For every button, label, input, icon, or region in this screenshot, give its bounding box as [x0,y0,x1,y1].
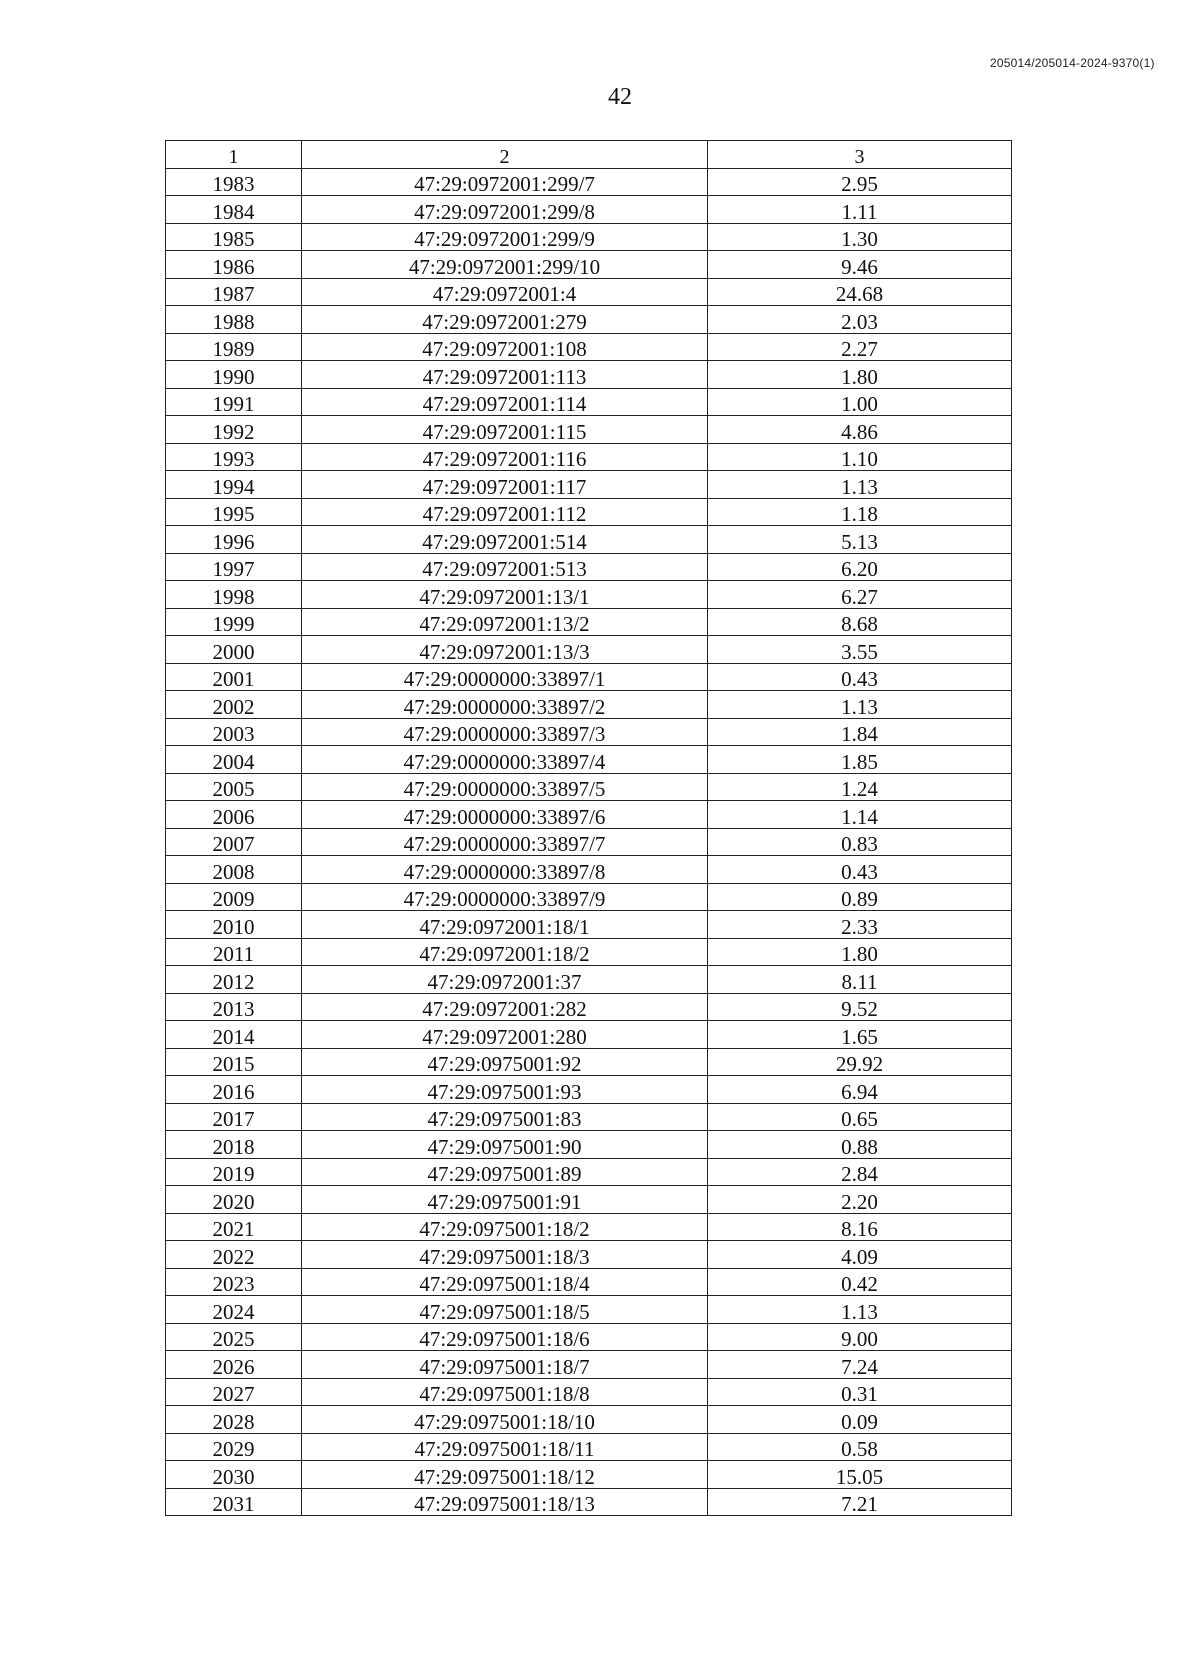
cadastral-number-cell: 47:29:0972001:13/3 [302,636,708,664]
cadastral-number-cell: 47:29:0972001:299/8 [302,196,708,224]
cadastral-number-cell: 47:29:0975001:18/2 [302,1213,708,1241]
value-cell: 4.09 [708,1241,1012,1269]
row-number-cell: 1988 [166,306,302,334]
value-cell: 6.94 [708,1076,1012,1104]
row-number-cell: 2011 [166,938,302,966]
table-row [166,443,1012,471]
value-cell: 1.84 [708,718,1012,746]
cadastral-number-cell: 47:29:0975001:18/6 [302,1323,708,1351]
value-cell: 1.10 [708,443,1012,471]
cadastral-number-cell: 47:29:0975001:18/3 [302,1241,708,1269]
row-number-cell: 2003 [166,718,302,746]
value-cell: 0.42 [708,1268,1012,1296]
column-header: 3 [708,141,1012,169]
table-row [166,608,1012,636]
value-cell: 1.30 [708,223,1012,251]
table-row [166,663,1012,691]
row-number-cell: 1993 [166,443,302,471]
cadastral-number-cell: 47:29:0975001:18/12 [302,1461,708,1489]
value-cell: 0.83 [708,828,1012,856]
page-number: 42 [608,84,632,110]
table-row [166,718,1012,746]
table-row [166,1076,1012,1104]
row-number-cell: 2018 [166,1131,302,1159]
row-number-cell: 2004 [166,746,302,774]
table-row [166,1186,1012,1214]
cadastral-number-cell: 47:29:0972001:4 [302,278,708,306]
table-row [166,1433,1012,1461]
table-row [166,1213,1012,1241]
table-row [166,581,1012,609]
table-row [166,1021,1012,1049]
row-number-cell: 2012 [166,966,302,994]
table-row [166,1296,1012,1324]
cadastral-number-cell: 47:29:0972001:280 [302,1021,708,1049]
row-number-cell: 2010 [166,911,302,939]
row-number-cell: 1996 [166,526,302,554]
row-number-cell: 1990 [166,361,302,389]
table-row [166,251,1012,279]
value-cell: 1.13 [708,1296,1012,1324]
table-row [166,1158,1012,1186]
table-row [166,526,1012,554]
table-body [166,168,1012,1516]
value-cell: 8.11 [708,966,1012,994]
value-cell: 0.58 [708,1433,1012,1461]
table-row [166,388,1012,416]
cadastral-number-cell: 47:29:0975001:18/10 [302,1406,708,1434]
cadastral-number-cell: 47:29:0975001:18/5 [302,1296,708,1324]
row-number-cell: 2007 [166,828,302,856]
row-number-cell: 1984 [166,196,302,224]
cadastral-number-cell: 47:29:0972001:299/9 [302,223,708,251]
table-row [166,306,1012,334]
row-number-cell: 1994 [166,471,302,499]
table-row [166,938,1012,966]
table-row [166,993,1012,1021]
row-number-cell: 2021 [166,1213,302,1241]
value-cell: 9.46 [708,251,1012,279]
cadastral-number-cell: 47:29:0000000:33897/2 [302,691,708,719]
cadastral-number-cell: 47:29:0972001:279 [302,306,708,334]
cadastral-number-cell: 47:29:0975001:89 [302,1158,708,1186]
row-number-cell: 2031 [166,1488,302,1516]
table-row [166,966,1012,994]
value-cell: 8.16 [708,1213,1012,1241]
cadastral-number-cell: 47:29:0972001:116 [302,443,708,471]
cadastral-number-cell: 47:29:0972001:299/10 [302,251,708,279]
value-cell: 8.68 [708,608,1012,636]
table-row [166,1461,1012,1489]
cadastral-number-cell: 47:29:0972001:282 [302,993,708,1021]
value-cell: 1.85 [708,746,1012,774]
value-cell: 6.27 [708,581,1012,609]
table-row [166,773,1012,801]
row-number-cell: 2014 [166,1021,302,1049]
row-number-cell: 2015 [166,1048,302,1076]
cadastral-number-cell: 47:29:0972001:112 [302,498,708,526]
cadastral-number-cell: 47:29:0972001:108 [302,333,708,361]
row-number-cell: 1998 [166,581,302,609]
cadastral-number-cell: 47:29:0975001:91 [302,1186,708,1214]
row-number-cell: 1989 [166,333,302,361]
table-row [166,196,1012,224]
table-row [166,691,1012,719]
value-cell: 6.20 [708,553,1012,581]
row-number-cell: 2001 [166,663,302,691]
row-number-cell: 2013 [166,993,302,1021]
table-row [166,223,1012,251]
document-id: 205014/205014-2024-9370(1) [990,56,1155,70]
cadastral-number-cell: 47:29:0972001:513 [302,553,708,581]
value-cell: 2.27 [708,333,1012,361]
table-row [166,168,1012,196]
row-number-cell: 2027 [166,1378,302,1406]
table-row [166,911,1012,939]
row-number-cell: 2023 [166,1268,302,1296]
column-header: 1 [166,141,302,169]
table-row [166,828,1012,856]
table-row [166,471,1012,499]
cadastral-number-cell: 47:29:0975001:18/8 [302,1378,708,1406]
column-header: 2 [302,141,708,169]
value-cell: 0.88 [708,1131,1012,1159]
cadastral-number-cell: 47:29:0972001:37 [302,966,708,994]
row-number-cell: 2016 [166,1076,302,1104]
cadastral-number-cell: 47:29:0000000:33897/4 [302,746,708,774]
table-row [166,553,1012,581]
value-cell: 9.52 [708,993,1012,1021]
value-cell: 2.03 [708,306,1012,334]
cadastral-number-cell: 47:29:0975001:18/13 [302,1488,708,1516]
value-cell: 1.80 [708,938,1012,966]
table-row [166,1103,1012,1131]
value-cell: 1.13 [708,691,1012,719]
value-cell: 4.86 [708,416,1012,444]
cadastral-number-cell: 47:29:0972001:13/2 [302,608,708,636]
table-row [166,333,1012,361]
cadastral-number-cell: 47:29:0975001:18/4 [302,1268,708,1296]
row-number-cell: 1987 [166,278,302,306]
table-row [166,1406,1012,1434]
cadastral-number-cell: 47:29:0000000:33897/7 [302,828,708,856]
value-cell: 0.65 [708,1103,1012,1131]
cadastral-number-cell: 47:29:0972001:18/1 [302,911,708,939]
row-number-cell: 2000 [166,636,302,664]
value-cell: 1.65 [708,1021,1012,1049]
table-row [166,1268,1012,1296]
row-number-cell: 1999 [166,608,302,636]
table-row [166,801,1012,829]
value-cell: 3.55 [708,636,1012,664]
cadastral-number-cell: 47:29:0000000:33897/9 [302,883,708,911]
table-row [166,498,1012,526]
data-table [165,140,1012,1516]
value-cell: 15.05 [708,1461,1012,1489]
table-row [166,1351,1012,1379]
value-cell: 0.43 [708,856,1012,884]
value-cell: 2.20 [708,1186,1012,1214]
value-cell: 7.21 [708,1488,1012,1516]
cadastral-number-cell: 47:29:0000000:33897/6 [302,801,708,829]
cadastral-number-cell: 47:29:0972001:299/7 [302,168,708,196]
cadastral-number-cell: 47:29:0000000:33897/5 [302,773,708,801]
table-row [166,1241,1012,1269]
value-cell: 1.11 [708,196,1012,224]
value-cell: 2.33 [708,911,1012,939]
row-number-cell: 2019 [166,1158,302,1186]
row-number-cell: 1986 [166,251,302,279]
table-row [166,883,1012,911]
value-cell: 1.14 [708,801,1012,829]
value-cell: 9.00 [708,1323,1012,1351]
value-cell: 1.13 [708,471,1012,499]
value-cell: 1.18 [708,498,1012,526]
cadastral-number-cell: 47:29:0972001:113 [302,361,708,389]
table-header-row [166,141,1012,169]
row-number-cell: 2006 [166,801,302,829]
value-cell: 1.24 [708,773,1012,801]
row-number-cell: 1983 [166,168,302,196]
table-row [166,1488,1012,1516]
value-cell: 0.31 [708,1378,1012,1406]
cadastral-number-cell: 47:29:0000000:33897/8 [302,856,708,884]
cadastral-number-cell: 47:29:0972001:514 [302,526,708,554]
cadastral-number-cell: 47:29:0975001:18/7 [302,1351,708,1379]
value-cell: 29.92 [708,1048,1012,1076]
cadastral-number-cell: 47:29:0972001:115 [302,416,708,444]
table-row [166,278,1012,306]
row-number-cell: 2025 [166,1323,302,1351]
row-number-cell: 2030 [166,1461,302,1489]
value-cell: 1.00 [708,388,1012,416]
row-number-cell: 2029 [166,1433,302,1461]
cadastral-number-cell: 47:29:0972001:18/2 [302,938,708,966]
cadastral-number-cell: 47:29:0975001:93 [302,1076,708,1104]
table-row [166,636,1012,664]
cadastral-number-cell: 47:29:0972001:13/1 [302,581,708,609]
row-number-cell: 1991 [166,388,302,416]
row-number-cell: 1992 [166,416,302,444]
row-number-cell: 2008 [166,856,302,884]
row-number-cell: 2002 [166,691,302,719]
value-cell: 7.24 [708,1351,1012,1379]
cadastral-number-cell: 47:29:0972001:114 [302,388,708,416]
value-cell: 0.09 [708,1406,1012,1434]
row-number-cell: 2017 [166,1103,302,1131]
row-number-cell: 1997 [166,553,302,581]
cadastral-number-cell: 47:29:0972001:117 [302,471,708,499]
row-number-cell: 1985 [166,223,302,251]
value-cell: 0.89 [708,883,1012,911]
cadastral-number-cell: 47:29:0975001:83 [302,1103,708,1131]
value-cell: 2.95 [708,168,1012,196]
value-cell: 1.80 [708,361,1012,389]
cadastral-number-cell: 47:29:0975001:90 [302,1131,708,1159]
table-row [166,1378,1012,1406]
row-number-cell: 2005 [166,773,302,801]
value-cell: 5.13 [708,526,1012,554]
row-number-cell: 1995 [166,498,302,526]
row-number-cell: 2024 [166,1296,302,1324]
table-row [166,361,1012,389]
cadastral-number-cell: 47:29:0975001:92 [302,1048,708,1076]
row-number-cell: 2022 [166,1241,302,1269]
cadastral-number-cell: 47:29:0000000:33897/1 [302,663,708,691]
table-row [166,416,1012,444]
row-number-cell: 2028 [166,1406,302,1434]
row-number-cell: 2009 [166,883,302,911]
table-row [166,746,1012,774]
value-cell: 24.68 [708,278,1012,306]
row-number-cell: 2020 [166,1186,302,1214]
value-cell: 2.84 [708,1158,1012,1186]
value-cell: 0.43 [708,663,1012,691]
table-row [166,1131,1012,1159]
cadastral-number-cell: 47:29:0975001:18/11 [302,1433,708,1461]
table-row [166,856,1012,884]
row-number-cell: 2026 [166,1351,302,1379]
table-row [166,1048,1012,1076]
cadastral-number-cell: 47:29:0000000:33897/3 [302,718,708,746]
table-row [166,1323,1012,1351]
